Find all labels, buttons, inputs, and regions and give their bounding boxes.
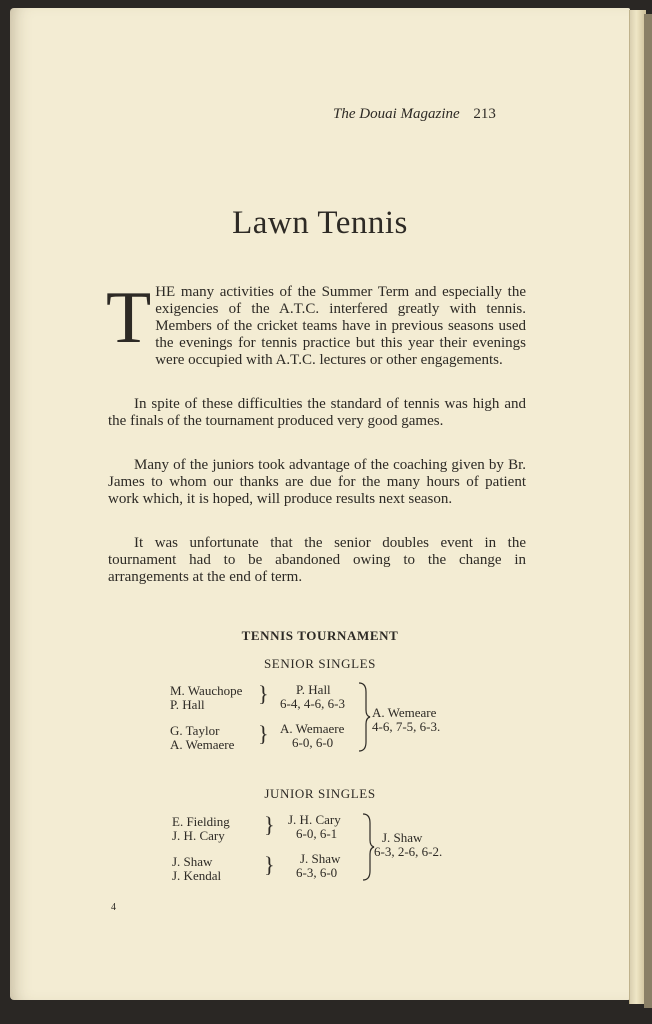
paragraph-4-text: It was unfortunate that the senior doubles event in the tournament had to be abandoned owing to the change in arrangements at the end of term.	[108, 535, 526, 585]
junior-m1-player1: E. Fielding	[172, 814, 230, 829]
senior-m1-brace: }	[258, 681, 269, 706]
senior-m2-winner: A. Wemaere	[280, 721, 345, 736]
junior-m2-winner: J. Shaw	[300, 851, 341, 866]
paragraph-1-text: HE many activities of the Summer Term and especially the exigencies of the A.T.C. interfered greatly with tennis. Members of the cricket teams have in previous seasons used the evenings for tennis practice but this year their evenings were occupied with A.T.C. lectures or other engagements.	[155, 284, 526, 368]
senior-final-brace	[356, 682, 372, 752]
paragraph-3-text: Many of the juniors took advantage of the coaching given by Br. James to whom our thanks are due for the many hours of patient work which, it is hoped, will produce results next season.	[108, 457, 526, 507]
junior-m1-score: 6-0, 6-1	[296, 826, 338, 841]
senior-m2-score: 6-0, 6-0	[292, 735, 334, 750]
senior-m2-player2: A. Wemaere	[170, 737, 235, 752]
tournament-heading: TENNIS TOURNAMENT	[241, 628, 399, 643]
book-cover-edge	[644, 14, 652, 1008]
junior-m2-player2: J. Kendal	[172, 868, 222, 883]
junior-m2-score: 6-3, 6-0	[296, 865, 338, 880]
signature-mark: 4	[111, 902, 116, 913]
junior-final-score: 6-3, 2-6, 6-2.	[374, 844, 443, 859]
senior-m1-player1: M. Wauchope	[170, 683, 243, 698]
senior-m1-score: 6-4, 4-6, 6-3	[280, 696, 345, 711]
paragraph-1	[106, 277, 526, 369]
senior-m2-brace: }	[258, 721, 269, 746]
running-header	[333, 106, 496, 123]
junior-m1-brace: }	[264, 812, 275, 837]
junior-final-winner: J. Shaw	[382, 830, 423, 845]
senior-final-winner: A. Wemeare	[372, 705, 437, 720]
drop-cap: T	[106, 277, 152, 359]
junior-m1-winner: J. H. Cary	[288, 812, 341, 827]
senior-m2-player1: G. Taylor	[170, 723, 220, 738]
magazine-name: The Douai Magazine	[333, 106, 460, 122]
article-title: Lawn Tennis	[232, 205, 408, 241]
senior-singles-heading: SENIOR SINGLES	[263, 656, 377, 671]
junior-singles-heading: JUNIOR SINGLES	[264, 786, 376, 801]
senior-m1-player2: P. Hall	[170, 697, 205, 712]
senior-final-score: 4-6, 7-5, 6-3.	[372, 719, 441, 734]
senior-m1-winner: P. Hall	[296, 682, 331, 697]
paragraph-2	[108, 396, 526, 430]
junior-m1-player2: J. H. Cary	[172, 828, 225, 843]
paragraph-3	[108, 457, 526, 508]
page-number: 213	[473, 106, 496, 122]
junior-m2-brace: }	[264, 852, 275, 877]
junior-m2-player1: J. Shaw	[172, 854, 213, 869]
paragraph-4	[108, 535, 526, 586]
paragraph-2-text: In spite of these difficulties the standard of tennis was high and the finals of the tournament produced very good games.	[108, 396, 526, 429]
